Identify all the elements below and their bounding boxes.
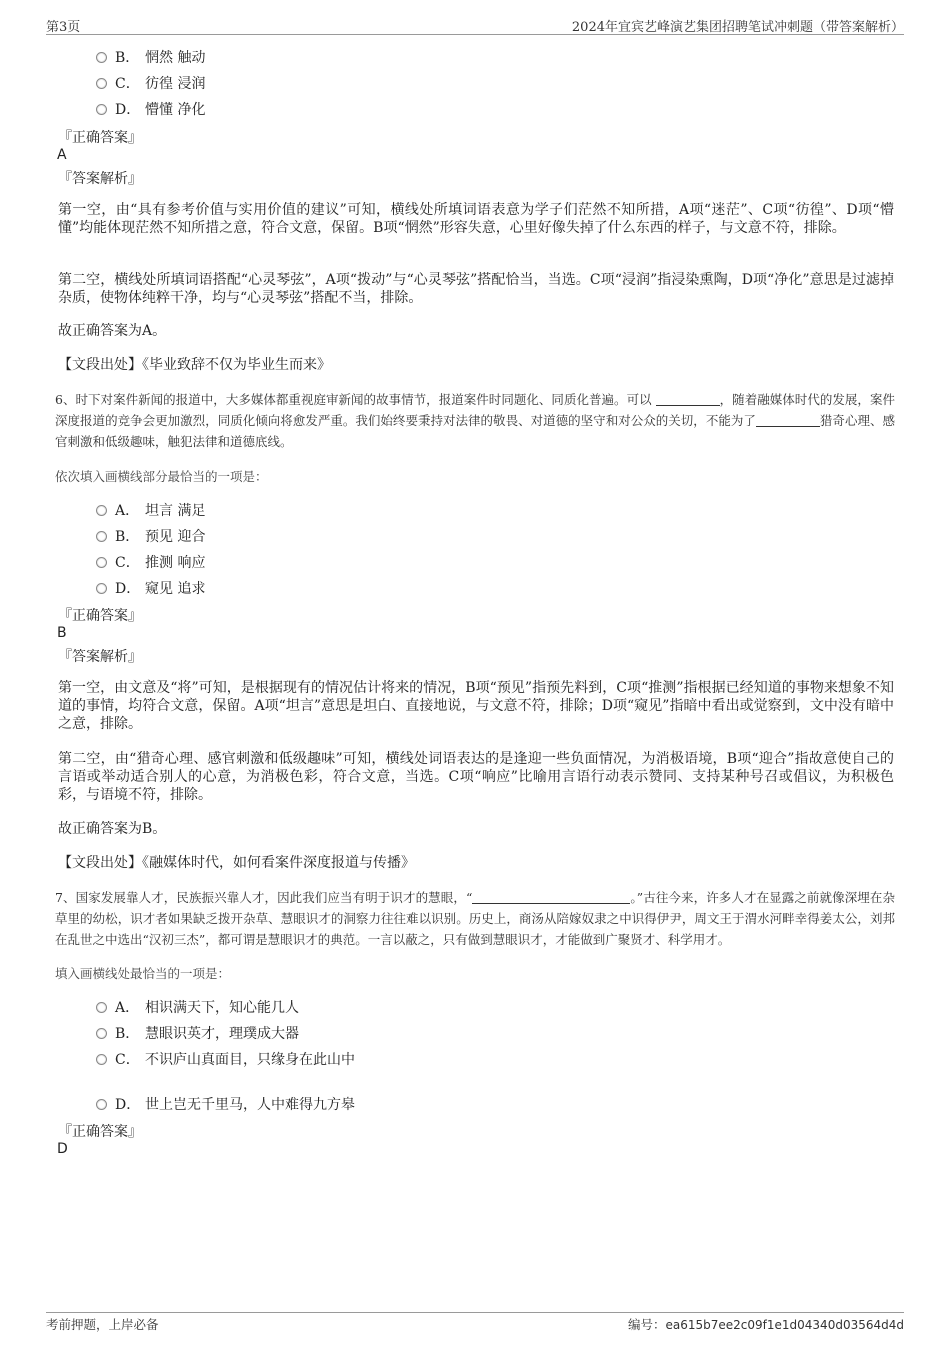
radio-icon[interactable] xyxy=(96,1054,107,1065)
q7-answer: D xyxy=(57,1141,68,1157)
page-footer xyxy=(46,1312,904,1332)
radio-icon[interactable] xyxy=(96,52,107,63)
q6-answer-label: 『正确答案』 xyxy=(58,608,142,624)
q5-source: 【文段出处】《毕业致辞不仅为毕业生而来》 xyxy=(58,357,331,373)
q6-option-a[interactable]: A． 坦言 满足 xyxy=(96,500,205,520)
q6-option-d[interactable]: D． 窥见 追求 xyxy=(96,578,205,598)
blank-line xyxy=(472,891,630,904)
q7-option-a[interactable]: A． 相识满天下，知心能几人 xyxy=(96,997,299,1017)
radio-icon[interactable] xyxy=(96,583,107,594)
q5-option-d[interactable]: D． 懵懂 净化 xyxy=(96,99,205,119)
q6-analysis-para-2: 第二空，由“猎奇心理、感官刺激和低级趣味”可知，横线处词语表达的是逢迎一些负面情况，为消极语境，B项“迎合”指故意使自己的言语或举动适合别人的心意，为消极色彩，符合文意，当选。C项“响应”比喻用言语行动表示赞同、支持某种号召或倡议，为积极色彩，与语境不符，排除。 xyxy=(58,751,894,803)
radio-icon[interactable] xyxy=(96,505,107,516)
radio-icon[interactable] xyxy=(96,78,107,89)
q7-option-b[interactable]: B． 慧眼识英才，理璞成大器 xyxy=(96,1023,299,1043)
q5-analysis-para-1: 第一空，由“具有参考价值与实用价值的建议”可知，横线处所填词语表意为学子们茫然不知所措，A项“迷茫”、C项“彷徨”、D项“懵懂”均能体现茫然不知所措之意，符合文意，保留。B项“惘然”形容失意，心里好像失掉了什么东西的样子，与文意不符，排除。 xyxy=(58,202,894,236)
q6-source: 【文段出处】《融媒体时代，如何看案件深度报道与传播》 xyxy=(58,855,415,871)
q6-answer: B xyxy=(57,625,67,641)
q5-analysis-label: 『答案解析』 xyxy=(58,171,142,187)
radio-icon[interactable] xyxy=(96,1099,107,1110)
q5-answer-label: 『正确答案』 xyxy=(58,130,142,146)
q6-analysis-conclusion: 故正确答案为B。 xyxy=(58,821,167,837)
q7-answer-label: 『正确答案』 xyxy=(58,1124,142,1140)
q6-option-c[interactable]: C． 推测 响应 xyxy=(96,552,205,572)
document-code: 编号：ea615b7ee2c09f1e1d04340d03564d4d xyxy=(627,1317,904,1332)
radio-icon[interactable] xyxy=(96,1028,107,1039)
q5-analysis-conclusion: 故正确答案为A。 xyxy=(58,323,167,339)
page-header xyxy=(46,14,904,35)
q7-stem: 7、国家发展靠人才，民族振兴靠人才，因此我们应当有明于识才的慧眼，“ 。”古往今来，许多人才在显露之前就像深埋在杂草里的幼松，识才者如果缺乏拨开杂草、慧眼识才的洞察力往往难以识别。历史上，商汤从陪嫁奴隶之中识得伊尹，周文王于渭水河畔幸得姜太公，刘邦在乱世之中选出“汉初三杰”，都可谓是慧眼识才的典范。一言以蔽之，只有做到慧眼识才，才能做到广聚贤才、科学用才。 xyxy=(55,890,895,947)
q5-option-c[interactable]: C． 彷徨 浸润 xyxy=(96,73,205,93)
q6-analysis-label: 『答案解析』 xyxy=(58,649,142,665)
document-title: 2024年宜宾艺峰演艺集团招聘笔试冲刺题（带答案解析） xyxy=(571,20,904,35)
q6-analysis-para-1: 第一空，由文意及“将”可知，是根据现有的情况估计将来的情况，B项“预见”指预先料到，C项“推测”指根据已经知道的事物来想象不知道的事情，均符合文意，保留。A项“坦言”意思是坦白、直接地说，与文意不符，排除；D项“窥见”指暗中看出或觉察到，文中没有暗中之意，排除。 xyxy=(58,680,894,732)
blank-line xyxy=(656,393,720,406)
q7-option-d[interactable]: D． 世上岂无千里马，人中难得九方皋 xyxy=(96,1094,355,1114)
q6-stem: 6、时下对案件新闻的报道中，大多媒体都重视庭审新闻的故事情节，报道案件时同题化、同质化普遍。可以 ，随着融媒体时代的发展，案件深度报道的竞争会更加激烈，同质化倾向将愈发严重。我们始终要秉持对法律的敬畏、对道德的坚守和对公众的关切，不能为了 猎奇心理、感官刺激和低级趣味，触犯法律和道德底线。 xyxy=(55,392,895,449)
q5-analysis-para-2: 第二空，横线处所填词语搭配“心灵琴弦”，A项“拨动”与“心灵琴弦”搭配恰当，当选。C项“浸润”指浸染熏陶，D项“净化”意思是过滤掉杂质，使物体纯粹干净，均与“心灵琴弦”搭配不当，排除。 xyxy=(58,272,894,306)
q7-option-c[interactable]: C． 不识庐山真面目，只缘身在此山中 xyxy=(96,1049,355,1069)
radio-icon[interactable] xyxy=(96,531,107,542)
q5-answer: A xyxy=(57,147,67,163)
radio-icon[interactable] xyxy=(96,104,107,115)
footer-slogan: 考前押题，上岸必备 xyxy=(46,1317,159,1332)
blank-line xyxy=(756,414,820,427)
q7-prompt: 填入画横线处最恰当的一项是： xyxy=(55,966,231,981)
radio-icon[interactable] xyxy=(96,1002,107,1013)
q6-prompt: 依次填入画横线部分最恰当的一项是： xyxy=(55,469,268,484)
radio-icon[interactable] xyxy=(96,557,107,568)
q6-option-b[interactable]: B． 预见 迎合 xyxy=(96,526,205,546)
page-number: 第3页 xyxy=(46,20,81,35)
q5-option-b[interactable]: B． 惘然 触动 xyxy=(96,47,205,67)
